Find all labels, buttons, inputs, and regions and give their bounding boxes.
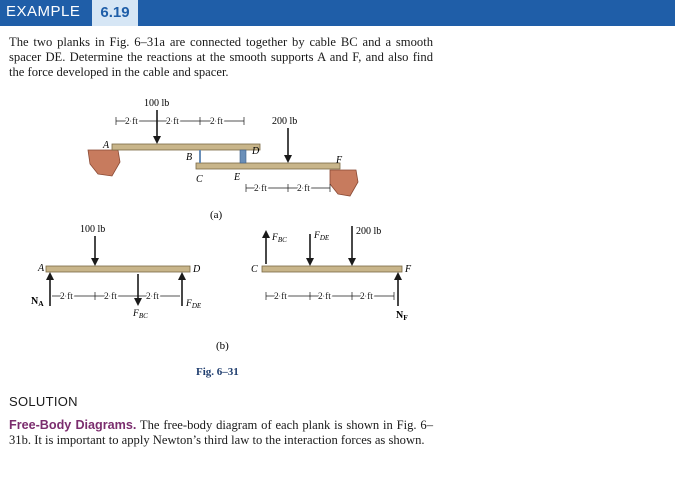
fbd-right-dim-3: 2 ft	[360, 292, 373, 302]
fbd-left-dim-1: 2 ft	[60, 292, 73, 302]
fbd-left-dim-2: 2 ft	[104, 292, 117, 302]
fbd-left-point-a: A	[38, 263, 45, 274]
fbd-right-dim-2: 2 ft	[318, 292, 331, 302]
fbd-left-plank	[46, 266, 190, 272]
fbd-left-point-d: D	[193, 264, 201, 275]
load-label-200: 200 lb	[272, 116, 298, 127]
point-b: B	[186, 152, 193, 163]
fbd-left-na-label: $N_A$	[31, 296, 44, 308]
support-right	[330, 170, 358, 196]
fbd-left-fde-label: $F_{DE}$	[186, 299, 202, 310]
caption-a: (a)	[210, 209, 223, 221]
plank-2	[196, 163, 340, 169]
point-f: F	[336, 155, 343, 166]
point-c: C	[196, 174, 203, 185]
fbd-left-dim-3: 2 ft	[146, 292, 159, 302]
fbd-left-fbc-label: $F_{BC}$	[133, 309, 148, 320]
fbd-right-dim-1: 2 ft	[274, 292, 287, 302]
fbd-text: The free-body diagram of each plank is shown in Fig. 6–31b. It is important to apply Newton’s third law to the interaction forces as shown.	[9, 418, 433, 447]
fbd-right-nf-label: $N_F$	[396, 310, 408, 322]
support-left	[88, 150, 120, 176]
fbd-right	[251, 226, 412, 322]
figure-caption: Fig. 6–31	[196, 366, 239, 378]
dim-top-2: 2 ft	[166, 117, 179, 127]
example-label: EXAMPLE	[6, 3, 81, 20]
fbd-right-point-f: F	[405, 264, 412, 275]
fbd-right-point-c: C	[251, 264, 258, 275]
plank-1	[112, 144, 260, 150]
dim-bottom-1: 2 ft	[254, 184, 267, 194]
example-number: 6.19	[92, 0, 138, 26]
dim-top-3: 2 ft	[210, 117, 223, 127]
fbd-right-fbc-label: $F_{BC}$	[272, 233, 287, 244]
fbd-right-load-label: 200 lb	[356, 226, 382, 237]
load-label-100: 100 lb	[144, 98, 170, 109]
solution-text	[9, 418, 433, 448]
fbd-left-load-label: 100 lb	[80, 224, 106, 235]
dim-top-1: 2 ft	[125, 117, 138, 127]
point-e: E	[234, 172, 241, 183]
point-d: D	[252, 146, 260, 157]
figure-a	[88, 98, 358, 221]
fbd-right-plank	[262, 266, 402, 272]
solution-heading: SOLUTION	[9, 394, 78, 409]
point-a: A	[103, 140, 110, 151]
problem-statement: The two planks in Fig. 6–31a are connected together by cable BC and a smooth spacer DE. Determine the reactions at the smooth supports A and F, and also find the force developed in the cable and spacer.	[9, 35, 433, 79]
fbd-title: Free-Body Diagrams.	[9, 418, 137, 432]
fbd-left	[31, 224, 202, 320]
dim-bottom-2: 2 ft	[297, 184, 310, 194]
caption-b: (b)	[216, 340, 229, 352]
fbd-right-fde-label: $F_{DE}$	[314, 231, 330, 242]
spacer-de	[240, 150, 246, 163]
